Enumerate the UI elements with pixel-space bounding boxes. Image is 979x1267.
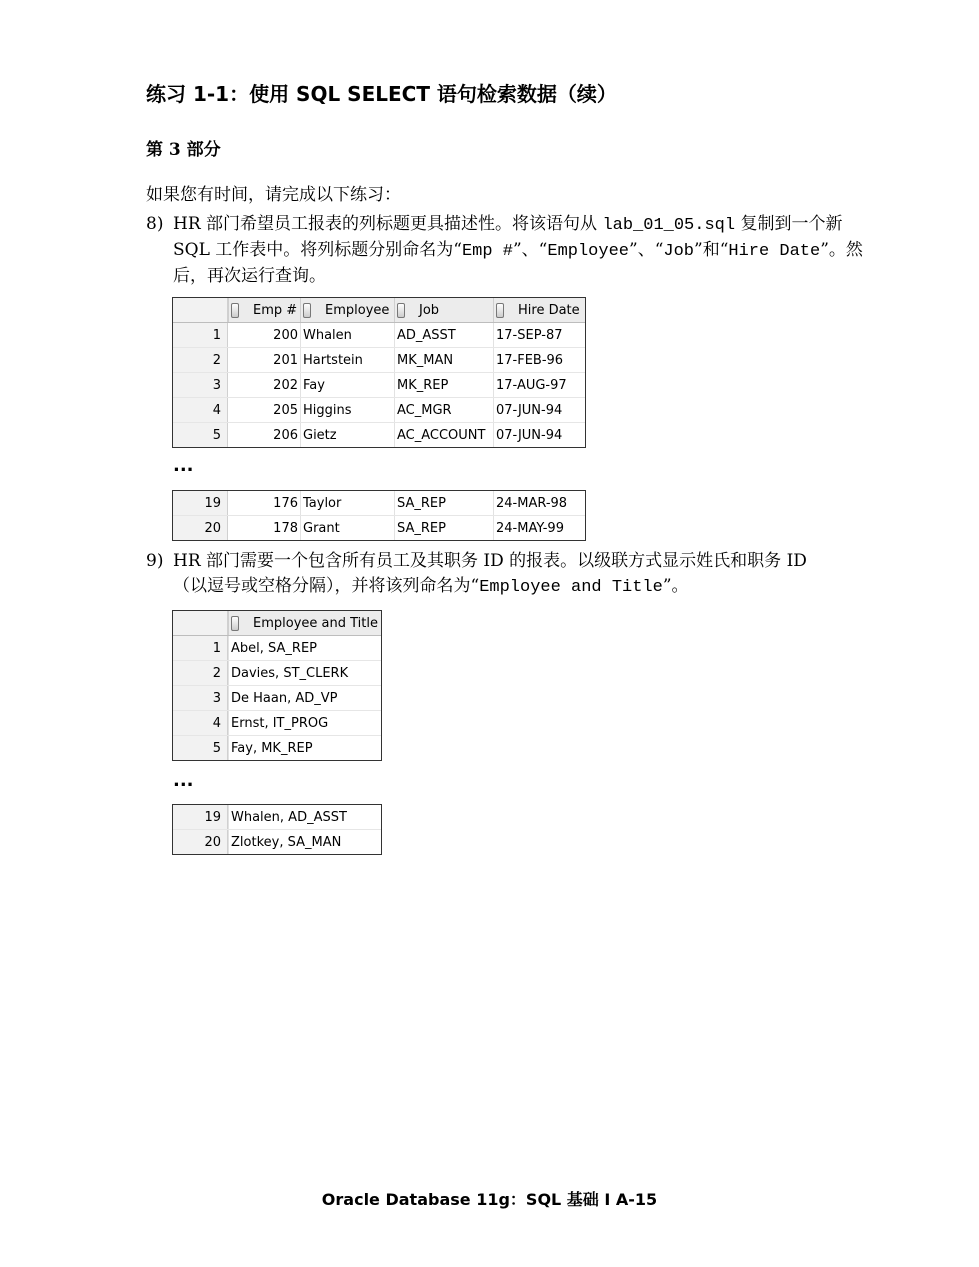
grid-header	[173, 298, 585, 323]
row-number-header	[173, 298, 228, 322]
table-row[interactable]: 20 Zlotkey, SA_MAN	[173, 830, 381, 854]
ellipsis: ...	[173, 455, 194, 476]
intro-text: 如果您有时间，请完成以下练习：	[146, 185, 401, 205]
results-grid-emp-tail	[172, 490, 586, 541]
question-number: 9)	[146, 551, 164, 571]
table-row[interactable]: 20 178 Grant SA_REP 24-MAY-99	[173, 516, 585, 540]
table-row[interactable]: 5 Fay, MK_REP	[173, 736, 381, 760]
row-number-header	[173, 611, 228, 635]
sort-icon[interactable]	[496, 303, 504, 318]
page-title: 练习 1-1：使用 SQL SELECT 语句检索数据（续）	[146, 82, 617, 106]
table-row[interactable]: 4 Ernst, IT_PROG	[173, 711, 381, 736]
section-heading: 第 3 部分	[146, 140, 221, 160]
results-grid-emp	[172, 297, 586, 448]
ellipsis: ...	[173, 770, 194, 791]
column-header-hire-date[interactable]: Hire Date	[493, 298, 585, 322]
table-row[interactable]: 19 Whalen, AD_ASST	[173, 805, 381, 830]
table-row[interactable]: 5 206 Gietz AC_ACCOUNT 07-JUN-94	[173, 423, 585, 447]
table-row[interactable]: 19 176 Taylor SA_REP 24-MAR-98	[173, 491, 585, 516]
table-row[interactable]: 1 200 Whalen AD_ASST 17-SEP-87	[173, 323, 585, 348]
sort-icon[interactable]	[303, 303, 311, 318]
results-grid-title-tail	[172, 804, 382, 855]
sort-icon[interactable]	[397, 303, 405, 318]
sort-icon[interactable]	[231, 303, 239, 318]
column-header-emp[interactable]: Emp #	[228, 298, 300, 322]
results-grid-title	[172, 610, 382, 761]
grid-header	[173, 611, 381, 636]
column-header-job[interactable]: Job	[394, 298, 493, 322]
table-row[interactable]: 4 205 Higgins AC_MGR 07-JUN-94	[173, 398, 585, 423]
question-text: HR 部门希望员工报表的列标题更具描述性。将该语句从 lab_01_05.sql 复制到一个新 SQL 工作表中。将列标题分别命名为“Emp #”、“Employee”、“Job”和“Hire Date”。然后，再次运行查询。	[173, 214, 863, 286]
question-8	[146, 212, 866, 287]
table-row[interactable]: 3 De Haan, AD_VP	[173, 686, 381, 711]
question-9	[146, 549, 866, 599]
column-header-employee[interactable]: Employee	[300, 298, 394, 322]
column-header-employee-and-title[interactable]: Employee and Title	[228, 611, 381, 635]
table-row[interactable]: 2 Davies, ST_CLERK	[173, 661, 381, 686]
question-number: 8)	[146, 214, 164, 234]
table-row[interactable]: 2 201 Hartstein MK_MAN 17-FEB-96	[173, 348, 585, 373]
table-row[interactable]: 1 Abel, SA_REP	[173, 636, 381, 661]
question-text: HR 部门需要一个包含所有员工及其职务 ID 的报表。以级联方式显示姓氏和职务 ID（以逗号或空格分隔），并将该列命名为“Employee and Title”。	[173, 551, 807, 597]
table-row[interactable]: 3 202 Fay MK_REP 17-AUG-97	[173, 373, 585, 398]
page-footer: Oracle Database 11g：SQL 基础 I A-15	[321, 1190, 658, 1209]
sort-icon[interactable]	[231, 616, 239, 631]
